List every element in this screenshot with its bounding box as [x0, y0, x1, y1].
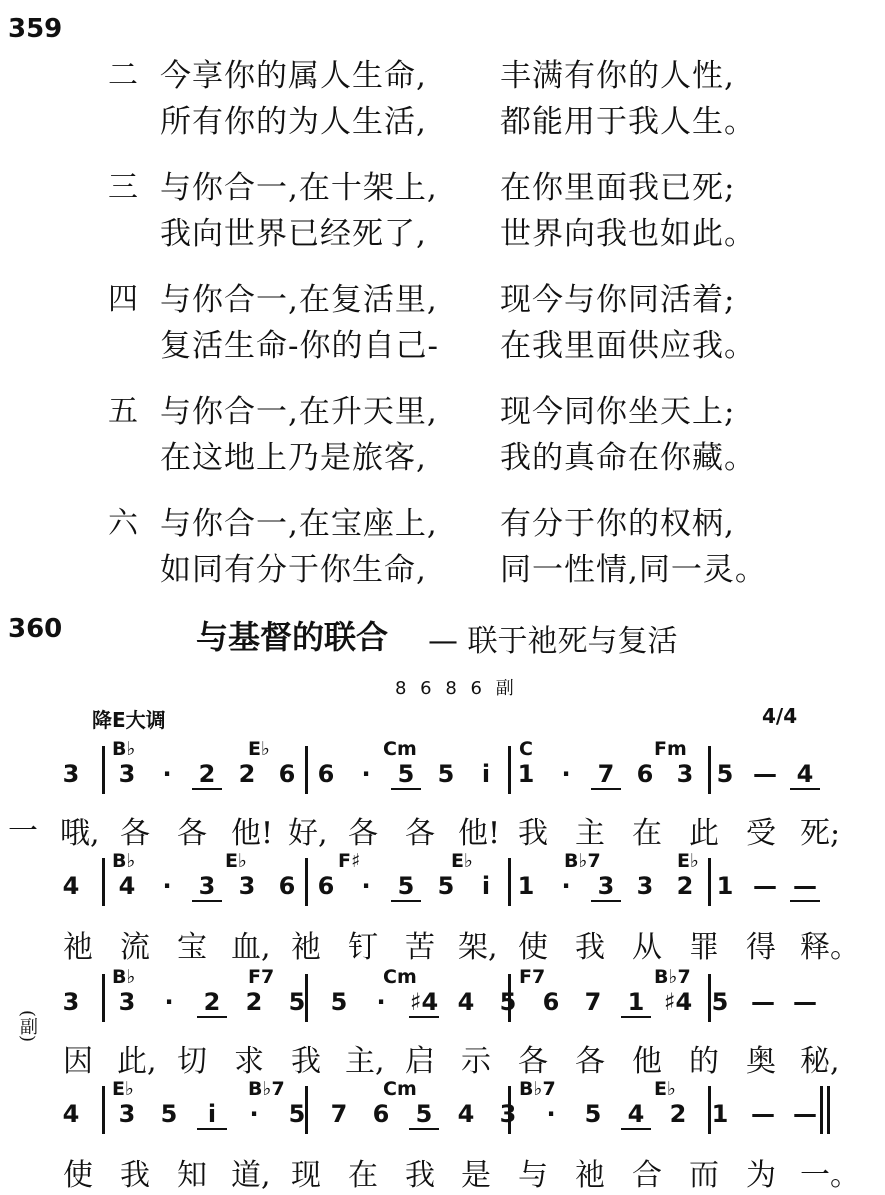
note: i	[197, 1100, 227, 1130]
note: ·	[249, 1100, 259, 1128]
lyric-syllable: 启	[405, 1044, 435, 1079]
barline	[305, 858, 308, 906]
pickup-note: 4	[62, 1100, 80, 1128]
lyric-syllable: 因	[63, 1044, 93, 1079]
lyric-syllable: 各	[120, 816, 150, 851]
key-signature: 降E大调	[92, 708, 166, 732]
note: 5	[499, 988, 517, 1016]
chord-symbol: F♯	[338, 850, 361, 872]
verse-line: 都能用于我人生。	[500, 104, 756, 140]
note: ·	[561, 872, 571, 900]
chord-symbol: F7	[519, 966, 546, 988]
lyric-syllable: 从	[632, 930, 662, 965]
note: 4	[457, 988, 475, 1016]
lyric-syllable: 为	[746, 1158, 776, 1193]
note: 4	[790, 760, 820, 790]
verse-line: 现今与你同活着;	[500, 282, 736, 318]
note: 3	[499, 1100, 517, 1128]
barline	[102, 974, 105, 1022]
note: 3	[636, 872, 654, 900]
note: 5	[711, 988, 729, 1016]
note: —	[790, 872, 820, 902]
note: ·	[361, 872, 371, 900]
verse-line: 我的真命在你藏。	[500, 440, 756, 476]
chord-symbol: Cm	[383, 738, 417, 760]
barline	[102, 858, 105, 906]
lyric-syllable: 我	[405, 1158, 435, 1193]
note: i	[481, 760, 491, 788]
chord-symbol: B♭7	[654, 966, 691, 988]
lyric-syllable: 祂	[63, 930, 93, 965]
note: 5	[330, 988, 348, 1016]
verse-number: 二	[108, 58, 138, 93]
note: 2	[245, 988, 263, 1016]
hymn-number-360: 360	[8, 614, 63, 644]
note: i	[481, 872, 491, 900]
final-barline	[820, 1086, 823, 1134]
verse-line: 我向世界已经死了,	[160, 216, 427, 252]
lyric-syllable: 使	[63, 1158, 93, 1193]
note: —	[793, 988, 817, 1016]
lyric-syllable: 我	[518, 816, 548, 851]
verse-line: 同一性情,同一灵。	[500, 552, 767, 588]
lyric-syllable: 流	[120, 930, 150, 965]
chord-symbol: B♭	[112, 850, 136, 872]
lyric-syllable: 而	[689, 1158, 719, 1193]
time-signature: 4/4	[762, 704, 798, 728]
barline	[102, 746, 105, 794]
note: ♯4	[409, 988, 439, 1016]
verse-number: 五	[108, 394, 138, 429]
note: ·	[162, 872, 172, 900]
lyric-syllable: 架,	[458, 930, 498, 965]
note: 2	[669, 1100, 687, 1128]
verse-number: 三	[108, 170, 138, 205]
chord-symbol: E♭	[677, 850, 699, 872]
chord-symbol: Cm	[383, 966, 417, 988]
lyric-syllable: 主,	[345, 1044, 385, 1079]
chord-symbol: B♭	[112, 738, 136, 760]
lyric-syllable: 钉	[348, 930, 378, 965]
chord-symbol: B♭	[112, 966, 136, 988]
note: 5	[716, 760, 734, 788]
note: 3	[118, 1100, 136, 1128]
final-barline	[827, 1086, 830, 1134]
note: —	[751, 988, 775, 1016]
note: —	[751, 1100, 775, 1128]
meter-label: 8 6 8 6 副	[395, 678, 518, 699]
lyric-syllable: 各	[177, 816, 207, 851]
note: —	[753, 872, 777, 900]
pickup-note: 3	[62, 760, 80, 788]
note: 3	[676, 760, 694, 788]
lyric-syllable: 此,	[117, 1044, 157, 1079]
chord-symbol: B♭7	[564, 850, 601, 872]
note: 5	[160, 1100, 178, 1128]
note: 6	[317, 872, 335, 900]
note: 3	[118, 760, 136, 788]
note: 7	[584, 988, 602, 1016]
lyric-syllable: 道,	[231, 1158, 271, 1193]
verse-number: 四	[108, 282, 138, 317]
verse-line: 丰满有你的人性,	[500, 58, 735, 94]
chord-symbol: E♭	[451, 850, 473, 872]
note: 6	[317, 760, 335, 788]
lyric-prefix: 一	[8, 814, 38, 849]
note: 5	[391, 760, 421, 790]
lyric-syllable: 苦	[405, 930, 435, 965]
lyric-syllable: 我	[120, 1158, 150, 1193]
verse-line: 今享你的属人生命,	[160, 58, 427, 94]
note: ·	[162, 760, 172, 788]
chord-symbol: E♭	[248, 738, 270, 760]
note: 6	[542, 988, 560, 1016]
lyric-syllable: 我	[575, 930, 605, 965]
chord-symbol: B♭7	[519, 1078, 556, 1100]
verse-line: 与你合一,在复活里,	[160, 282, 438, 318]
lyric-syllable: 宝	[177, 930, 207, 965]
verse-line: 在我里面供应我。	[500, 328, 756, 364]
chord-symbol: E♭	[225, 850, 247, 872]
verse-line: 现今同你坐天上;	[500, 394, 736, 430]
lyric-syllable: 血,	[231, 930, 271, 965]
lyric-syllable: 哦,	[60, 816, 100, 851]
lyric-syllable: 罪	[689, 930, 719, 965]
verse-line: 复活生命-你的自己-	[160, 328, 439, 364]
lyric-syllable: 受	[746, 816, 776, 851]
note: 4	[118, 872, 136, 900]
lyric-syllable: 此	[689, 816, 719, 851]
lyric-syllable: 是	[461, 1158, 491, 1193]
note: 5	[584, 1100, 602, 1128]
note: 5	[288, 988, 306, 1016]
note: —	[793, 1100, 817, 1128]
pickup-note: 3	[62, 988, 80, 1016]
hymn-number-359: 359	[8, 14, 63, 44]
note: 5	[437, 760, 455, 788]
chord-symbol: B♭7	[248, 1078, 285, 1100]
chord-symbol: Fm	[654, 738, 687, 760]
note: 6	[636, 760, 654, 788]
verse-line: 在你里面我已死;	[500, 170, 736, 206]
chord-symbol: C	[519, 738, 533, 760]
lyric-syllable: 与	[518, 1158, 548, 1193]
verse-line: 与你合一,在宝座上,	[160, 506, 438, 542]
chord-symbol: E♭	[112, 1078, 134, 1100]
note: ·	[164, 988, 174, 1016]
verse-line: 如同有分于你生命,	[160, 552, 427, 588]
hymn-subtitle: — 联于祂死与复活	[428, 624, 678, 659]
verse-line: 与你合一,在升天里,	[160, 394, 438, 430]
lyric-syllable: 各	[405, 816, 435, 851]
note: —	[753, 760, 777, 788]
note: 7	[591, 760, 621, 790]
lyric-syllable: 我	[291, 1044, 321, 1079]
lyric-syllable: 他	[632, 1044, 662, 1079]
lyric-syllable: 他!	[231, 816, 274, 851]
note: 6	[372, 1100, 390, 1128]
lyric-syllable: 示	[461, 1044, 491, 1079]
chord-symbol: F7	[248, 966, 275, 988]
note: 1	[621, 988, 651, 1018]
note: 2	[238, 760, 256, 788]
note: 4	[457, 1100, 475, 1128]
verse-line: 世界向我也如此。	[500, 216, 756, 252]
note: 3	[238, 872, 256, 900]
lyric-syllable: 主	[575, 816, 605, 851]
note: 4	[621, 1100, 651, 1130]
lyric-syllable: 各	[518, 1044, 548, 1079]
note: ·	[361, 760, 371, 788]
note: ·	[376, 988, 386, 1016]
note: 6	[278, 872, 296, 900]
note: 1	[711, 1100, 729, 1128]
lyric-syllable: 各	[575, 1044, 605, 1079]
note: 5	[288, 1100, 306, 1128]
lyric-syllable: 合	[632, 1158, 662, 1193]
note: 5	[437, 872, 455, 900]
lyric-syllable: 奥	[746, 1044, 776, 1079]
verse-line: 所有你的为人生活,	[160, 104, 427, 140]
lyric-syllable: 死;	[800, 816, 841, 851]
note: ·	[546, 1100, 556, 1128]
note: 3	[591, 872, 621, 902]
lyric-syllable: 各	[348, 816, 378, 851]
lyric-syllable: 祂	[291, 930, 321, 965]
note: 6	[278, 760, 296, 788]
lyric-syllable: 祂	[575, 1158, 605, 1193]
note: 1	[517, 872, 535, 900]
barline	[102, 1086, 105, 1134]
note: 1	[517, 760, 535, 788]
lyric-syllable: 秘,	[800, 1044, 840, 1079]
lyric-syllable: 在	[632, 816, 662, 851]
lyric-syllable: 好,	[288, 816, 328, 851]
lyric-syllable: 的	[689, 1044, 719, 1079]
note: ♯4	[663, 988, 693, 1016]
note: 3	[118, 988, 136, 1016]
lyric-syllable: 使	[518, 930, 548, 965]
hymn-title: 与基督的联合	[196, 618, 389, 656]
note: 2	[192, 760, 222, 790]
note: 7	[330, 1100, 348, 1128]
lyric-syllable: 一。	[800, 1158, 860, 1193]
lyric-syllable: 现	[291, 1158, 321, 1193]
barline	[305, 746, 308, 794]
lyric-syllable: 在	[348, 1158, 378, 1193]
chorus-label: (副)	[17, 1010, 38, 1043]
note: 2	[197, 988, 227, 1018]
note: 5	[409, 1100, 439, 1130]
lyric-syllable: 知	[177, 1158, 207, 1193]
lyric-syllable: 得	[746, 930, 776, 965]
verse-line: 有分于你的权柄,	[500, 506, 735, 542]
verse-number: 六	[108, 506, 138, 541]
verse-line: 在这地上乃是旅客,	[160, 440, 427, 476]
lyric-syllable: 释。	[800, 930, 860, 965]
lyric-syllable: 他!	[458, 816, 501, 851]
lyric-syllable: 切	[177, 1044, 207, 1079]
note: ·	[561, 760, 571, 788]
note: 3	[192, 872, 222, 902]
note: 1	[716, 872, 734, 900]
note: 2	[676, 872, 694, 900]
note: 5	[391, 872, 421, 902]
lyric-syllable: 求	[234, 1044, 264, 1079]
pickup-note: 4	[62, 872, 80, 900]
verse-line: 与你合一,在十架上,	[160, 170, 438, 206]
chord-symbol: Cm	[383, 1078, 417, 1100]
chord-symbol: E♭	[654, 1078, 676, 1100]
